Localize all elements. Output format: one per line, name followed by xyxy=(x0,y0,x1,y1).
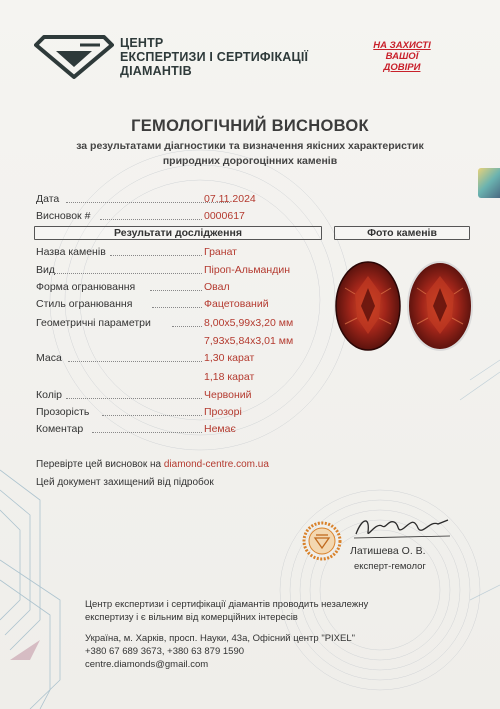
signer-name: Латишева О. В. xyxy=(350,545,426,557)
footer-address: Україна, м. Харків, просп. Науки, 43а, Офісний центр "PIXEL" xyxy=(85,633,356,644)
cut-style-row xyxy=(36,298,326,311)
slogan-line3: ДОВІРИ xyxy=(383,62,421,73)
document-title: ГЕМОЛОГІЧНИЙ ВИСНОВОК xyxy=(131,117,369,135)
footer-statement-line1: Центр експертизи і сертифікації діамантів проводить незалежну xyxy=(85,599,369,610)
verify-link[interactable]: diamond-centre.com.ua xyxy=(163,459,269,470)
conclusion-value: 0000617 xyxy=(204,210,245,222)
slogan xyxy=(356,40,448,76)
cut-style-label: Стиль огранювання xyxy=(36,298,133,310)
geometry-label: Геометричні параметри xyxy=(36,317,151,329)
cut-shape-row xyxy=(36,281,326,294)
footer-email[interactable]: centre.diamonds@gmail.com xyxy=(85,659,209,670)
stone-name-label: Назва каменів xyxy=(36,246,106,258)
transparency-label: Прозорість xyxy=(36,406,90,418)
cut-style-value: Фацетований xyxy=(204,298,269,310)
org-name-line2: ЕКСПЕРТИЗИ І СЕРТИФІКАЦІЇ xyxy=(120,50,309,64)
hologram-sticker xyxy=(478,168,500,198)
mass-value-1: 1,30 карат xyxy=(204,352,255,364)
variety-row xyxy=(36,264,326,277)
subtitle-line2: природних дорогоцінних каменів xyxy=(162,155,338,167)
footer-phones: +380 67 689 3673, +380 63 879 1590 xyxy=(85,646,245,657)
signer-title: експерт-гемолог xyxy=(354,561,426,572)
footer-statement xyxy=(85,598,368,624)
photo-header: Фото каменів xyxy=(334,226,470,240)
footer-statement-line2: експертизу і є вільним від комерційних інтересів xyxy=(85,612,298,623)
stone-photo-2 xyxy=(408,262,472,350)
stone-name-value: Гранат xyxy=(204,246,237,258)
mass-value-2: 1,18 карат xyxy=(204,371,255,383)
stone-photos xyxy=(333,258,478,354)
transparency-value: Прозорі xyxy=(204,406,242,418)
comment-row xyxy=(36,423,326,436)
verify-prefix: Перевірте цей висновок на xyxy=(36,459,162,470)
transparency-row xyxy=(36,406,326,419)
mass-label: Маса xyxy=(36,352,62,364)
date-row xyxy=(36,193,306,206)
variety-label: Вид xyxy=(36,264,55,276)
comment-label: Коментар xyxy=(36,423,84,435)
stone-name-row xyxy=(36,246,326,259)
org-name-line1: ЦЕНТР xyxy=(120,36,164,50)
document-subtitle xyxy=(40,139,460,169)
geometry-row xyxy=(36,317,326,330)
geometry-value-2: 7,93х5,84х3,01 мм xyxy=(204,335,294,347)
subtitle-line1: за результатами діагностики та визначення якісних характеристик xyxy=(76,140,424,152)
diamond-logo-icon xyxy=(34,35,114,79)
cut-shape-value: Овал xyxy=(204,281,230,293)
variety-value: Піроп-Альмандин xyxy=(204,264,290,276)
org-name-line3: ДІАМАНТІВ xyxy=(120,64,192,78)
slogan-line1: НА ЗАХИСТІ xyxy=(373,40,431,51)
org-name xyxy=(120,36,308,78)
slogan-line2: ВАШОЇ xyxy=(385,51,419,62)
color-value: Червоний xyxy=(204,389,252,401)
mass-row xyxy=(36,352,326,365)
color-label: Колір xyxy=(36,389,63,401)
seal-stamp-icon xyxy=(302,521,342,561)
date-value: 07.11.2024 xyxy=(204,193,256,205)
geometry-value-1: 8,00х5,99х3,20 мм xyxy=(204,317,294,329)
date-label: Дата xyxy=(36,193,60,205)
signature-graphic xyxy=(352,508,452,542)
verify-line xyxy=(36,459,269,470)
comment-value: Немає xyxy=(204,423,236,435)
color-row xyxy=(36,389,326,402)
conclusion-row xyxy=(36,210,306,223)
results-header: Результати дослідження xyxy=(34,226,322,240)
cut-shape-label: Форма огранювання xyxy=(36,281,136,293)
conclusion-label: Висновок # xyxy=(36,210,91,222)
stone-photo-1 xyxy=(336,262,400,350)
protected-note: Цей документ захищений від підробок xyxy=(36,477,214,488)
footer-contacts xyxy=(85,632,355,671)
